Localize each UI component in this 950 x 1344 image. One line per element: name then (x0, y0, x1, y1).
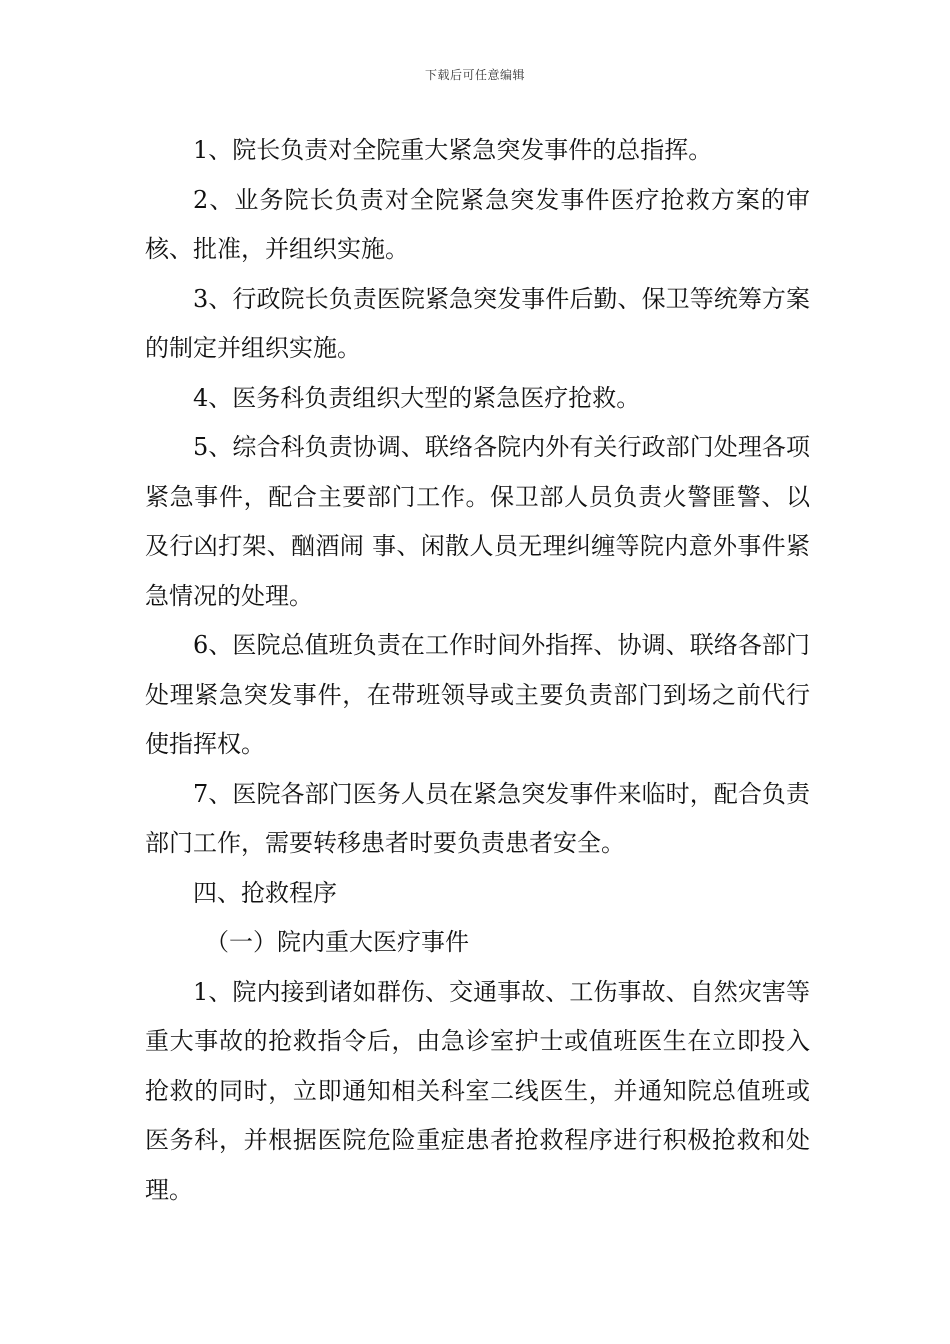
paragraph-duty-5: 5、综合科负责协调、联络各院内外有关行政部门处理各项紧急事件，配合主要部门工作。保卫部人员负责火警匪警、以及行凶打架、酗酒闹 事、闲散人员无理纠缠等院内意外事件紧急情况的处理。 (145, 433, 810, 610)
paragraph-duty-4: 4、医务科负责组织大型的紧急医疗抢救。 (193, 383, 641, 412)
paragraph-duty-1: 1、院长负责对全院重大紧急突发事件的总指挥。 (193, 136, 713, 164)
paragraph-duty-7: 7、医院各部门医务人员在紧急突发事件来临时，配合负责部门工作，需要转移患者时要负责患者安全。 (145, 779, 810, 857)
paragraph-duty-2: 2、业务院长负责对全院紧急突发事件医疗抢救方案的审核、批准，并组织实施。 (145, 185, 810, 263)
section-heading: 四、抢救程序 (193, 878, 337, 907)
header-note: 下载后可任意编辑 (424, 68, 525, 82)
paragraph-duty-6: 6、医院总值班负责在工作时间外指挥、协调、联络各部门处理紧急突发事件，在带班领导或主要负责部门到场之前代行使指挥权。 (145, 631, 810, 758)
document-body (145, 126, 810, 1215)
subsection-heading: （一）院内重大医疗事件 (205, 928, 469, 956)
paragraph-procedure-1: 1、院内接到诸如群伤、交通事故、工伤事故、自然灾害等重大事故的抢救指令后，由急诊室护士或值班医生在立即投入抢救的同时，立即通知相关科室二线医生，并通知院总值班或医务科，并根据医院危险重症患者抢救程序进行积极抢救和处理。 (145, 977, 810, 1204)
paragraph-duty-3: 3、行政院长负责医院紧急突发事件后勤、保卫等统筹方案的制定并组织实施。 (145, 284, 810, 362)
